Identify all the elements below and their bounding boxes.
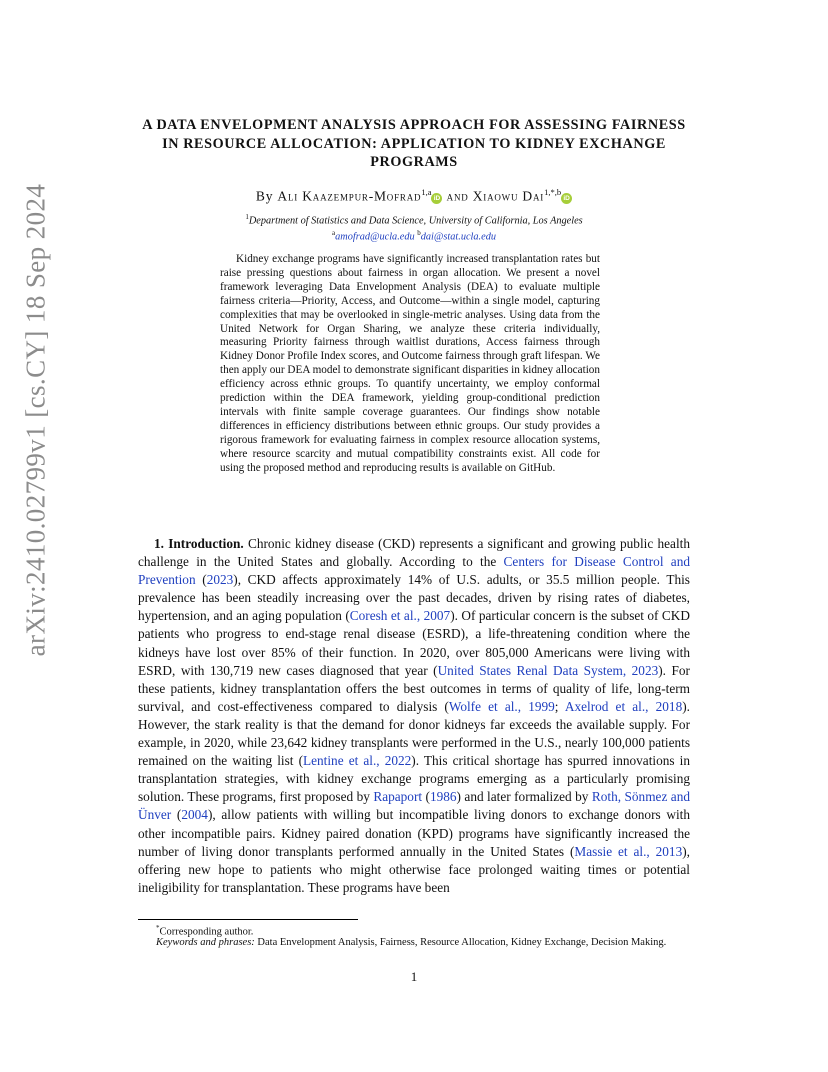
section-heading: 1. Introduction.: [154, 536, 244, 551]
citation-link[interactable]: Wolfe et al., 1999: [448, 698, 555, 714]
corresponding-text: Corresponding author.: [159, 926, 254, 938]
citation-link[interactable]: Centers for Disease Control and Prevention: [138, 554, 690, 588]
text-run: (: [195, 572, 207, 588]
citation-link[interactable]: Rapaport: [373, 789, 423, 805]
arxiv-identifier: arXiv:2410.02799v1 [cs.CY] 18 Sep 2024: [20, 183, 51, 657]
citation-link[interactable]: 2004: [181, 807, 208, 823]
author-2-name: Xiaowu Dai: [472, 188, 545, 204]
author-line: [140, 183, 688, 206]
footnote-keywords: [138, 936, 690, 950]
footnote-star: *: [156, 924, 160, 932]
text-run: (: [422, 789, 430, 805]
affil-sup-1: 1: [245, 213, 249, 221]
text-run: ). However, the stark reality is that the demand for donor kidneys far exceeds the available supply. For example, in 2020, while 23,642 kidney transplants were performed in the U.S., nearly 100,000 patients remained on the waiting list (: [138, 698, 690, 769]
author-1-name: Ali Kaazempur-Mofrad: [277, 188, 422, 204]
citation-link[interactable]: 2023: [206, 572, 234, 588]
text-run: Chronic kidney disease (CKD) represents a significant and growing public health challenge in the United States and globally. According to the: [138, 536, 690, 570]
arxiv-sidebar: [14, 60, 58, 780]
citation-link[interactable]: Axelrod et al., 2018: [564, 698, 683, 714]
footnote-rule: [138, 919, 358, 920]
text-run: (: [171, 807, 182, 823]
citation-link[interactable]: 1986: [429, 789, 457, 805]
citation-link[interactable]: Roth, Sönmez and Ünver: [138, 789, 690, 823]
page-number: 1: [410, 969, 418, 984]
citation-link[interactable]: Coresh et al., 2007: [349, 608, 451, 624]
text-run: ). Of particular concern is the subset of CKD patients who progress to end-stage renal disease (ESRD), a life-threatening condition where the kidneys have lost over 85% of their function. In 2020, over 805,000 Americans were living with ESRD, with 130,719 new cases diagnosed that year (: [138, 608, 690, 678]
citation-link[interactable]: Massie et al., 2013: [574, 843, 683, 859]
email-link-b[interactable]: dai@stat.ucla.edu: [420, 231, 496, 243]
email-line: [140, 227, 688, 243]
keywords-text: Data Envelopment Analysis, Fairness, Resource Allocation, Kidney Exchange, Decision Making.: [254, 937, 667, 948]
affiliation-block: [140, 211, 688, 244]
department: Department of Statistics and Data Science, University of California, Los Angeles: [248, 215, 583, 227]
orcid-icon[interactable]: iD: [561, 193, 572, 204]
orcid-icon[interactable]: iD: [431, 193, 442, 204]
text-run: ), offering new hope to patients who might otherwise face prolonged waiting times or potential ineligibility for transplantation. These programs have been: [138, 843, 690, 895]
author-1-affil-sup: 1,a: [421, 187, 432, 197]
text-run: ), allow patients with willing but incompatible living donors to exchange donors with other incompatible pairs. Kidney paired donation (KPD) programs have significantly increased the number of living donor transplants performed annually in the United States (: [138, 807, 690, 859]
and-word: and: [442, 188, 473, 204]
affiliation-line: [140, 211, 688, 227]
text-run: ), CKD affects approximately 14% of U.S. adults, or 35.5 million people. This prevalence has been steadily increasing over the past decades, driven by rising rates of diabetes, hypertension, and an aging population (: [138, 572, 690, 624]
text-run: ) and later formalized by: [456, 789, 592, 805]
text-run: ;: [554, 698, 565, 714]
by-prefix: By: [255, 188, 278, 204]
text-run: ). For these patients, kidney transplantation offers the best outcomes in terms of quality of life, long-term survival, and cost-effectiveness compared to dialysis (: [138, 662, 690, 714]
text-run: ). This critical shortage has spurred innovations in transplantation strategies, with kidney exchange programs emerging as a particularly promising solution. These programs, first proposed by: [138, 753, 690, 805]
keywords-label: Keywords and phrases:: [156, 937, 255, 948]
author-2-affil-sup: 1,*,b: [544, 187, 562, 197]
paper-title: A DATA ENVELOPMENT ANALYSIS APPROACH FOR ASSESSING FAIRNESS IN RESOURCE ALLOCATION: APPLICATION TO KIDNEY EXCHANGE PROGRAMS: [142, 117, 686, 170]
citation-link[interactable]: United States Renal Data System, 2023: [437, 662, 659, 678]
citation-link[interactable]: Lentine et al., 2022: [303, 753, 412, 769]
abstract: Kidney exchange programs have significantly increased transplantation rates but raise pressing questions about fairness in organ allocation. We present a novel framework leveraging Data Envelopment Analysis (DEA) to evaluate multiple fairness criteria—Priority, Access, and Outcome—within a single model, capturing complexities that may be overlooked in single-metric analyses. Using data from the United Network for Organ Sharing, we analyze these criteria individually, measuring Priority fairness through waitlist durations, Access fairness through Kidney Donor Profile Index scores, and Outcome fairness through graft lifespan. We then apply our DEA model to demonstrate significant disparities in kidney allocation efficiency across ethnic groups. To quantify uncertainty, we employ conformal prediction within the DEA framework, yielding group-conditional prediction intervals with finite sample coverage guarantees. Our findings show notable differences in efficiency distributions between ethnic groups. Our study provides a rigorous framework for evaluating fairness in complex resource allocation systems, where resource scarcity and mutual compatibility constraints exist. All code for using the proposed method and reproducing results is available on GitHub.: [220, 253, 600, 474]
introduction-paragraph: [138, 535, 690, 897]
affil-sup-a: a: [332, 229, 336, 238]
email-link-a[interactable]: amofrad@ucla.edu: [335, 231, 415, 243]
affil-sup-b: b: [417, 229, 421, 238]
